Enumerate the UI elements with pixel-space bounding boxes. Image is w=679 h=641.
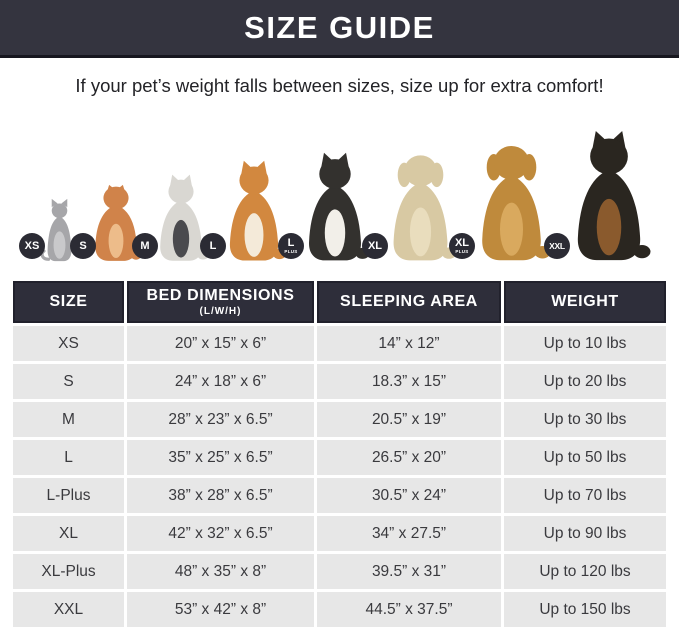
size-badge-l-plus: [278, 233, 304, 259]
table-row-l-plus: [13, 478, 666, 513]
table-cell: 28” x 23” x 6.5”: [127, 402, 314, 437]
table-cell: 26.5” x 20”: [317, 440, 501, 475]
table-cell: Up to 30 lbs: [504, 402, 666, 437]
pet-figure-xxl: [549, 130, 657, 262]
table-row-xl-plus: [13, 554, 666, 589]
table-cell: 14” x 12”: [317, 326, 501, 361]
header-cell-size: [13, 281, 124, 323]
header-sub-label: (L/W/H): [199, 306, 242, 317]
header-label: SLEEPING AREA: [340, 293, 478, 310]
cell-size: L: [13, 440, 124, 475]
table-row-m: [13, 402, 666, 437]
size-badge-label: XL: [367, 239, 383, 252]
table-cell: Up to 50 lbs: [504, 440, 666, 475]
table-cell: 38” x 28” x 6.5”: [127, 478, 314, 513]
size-badge-label: S: [79, 239, 87, 252]
table-cell: 34” x 27.5”: [317, 516, 501, 551]
table-row-s: [13, 364, 666, 399]
size-badge-xl: [362, 233, 388, 259]
size-badge-label: L: [287, 236, 295, 249]
size-badge-sub: PLUS: [284, 248, 298, 254]
title-banner: [0, 0, 679, 58]
cell-size: M: [13, 402, 124, 437]
table-cell: 48” x 35” x 8”: [127, 554, 314, 589]
cell-size: S: [13, 364, 124, 399]
header-label: SIZE: [49, 293, 88, 310]
table-cell: Up to 70 lbs: [504, 478, 666, 513]
cell-size: XL: [13, 516, 124, 551]
size-badge-label: L: [209, 239, 217, 252]
table-cell: 35” x 25” x 6.5”: [127, 440, 314, 475]
table-cell: Up to 120 lbs: [504, 554, 666, 589]
size-badge-s: [70, 233, 96, 259]
cell-size: XXL: [13, 592, 124, 627]
table-row-xl: [13, 516, 666, 551]
animal-row: [0, 102, 679, 266]
size-up-note: If your pet’s weight falls between sizes, size up for extra comfort!: [75, 75, 604, 96]
table-cell: 42” x 32” x 6.5”: [127, 516, 314, 551]
table-cell: 20.5” x 19”: [317, 402, 501, 437]
table-cell: 20” x 15” x 6”: [127, 326, 314, 361]
table-cell: Up to 150 lbs: [504, 592, 666, 627]
table-header-row: [13, 281, 666, 323]
size-badge-label: XS: [24, 239, 40, 252]
size-badge-m: [132, 233, 158, 259]
table-body: [13, 326, 666, 627]
size-badge-label: XXL: [549, 240, 565, 251]
header-label: WEIGHT: [551, 293, 619, 310]
size-badge-xs: [19, 233, 45, 259]
header-cell-weight: [504, 281, 666, 323]
cell-size: XS: [13, 326, 124, 361]
table-cell: 24” x 18” x 6”: [127, 364, 314, 399]
table-cell: 39.5” x 31”: [317, 554, 501, 589]
size-badge-l: [200, 233, 226, 259]
size-table: [10, 278, 669, 630]
table-cell: Up to 20 lbs: [504, 364, 666, 399]
doberman-icon: [561, 130, 657, 262]
table-row-l: [13, 440, 666, 475]
size-badge-xl-plus: [449, 233, 475, 259]
size-badge-label: XL: [454, 236, 470, 249]
table-row-xs: [13, 326, 666, 361]
cell-size: XL-Plus: [13, 554, 124, 589]
size-badge-label: M: [140, 239, 150, 252]
table-cell: Up to 10 lbs: [504, 326, 666, 361]
table-cell: 53” x 42” x 8”: [127, 592, 314, 627]
header-label: BED DIMENSIONS: [146, 287, 295, 304]
table-row-xxl: [13, 592, 666, 627]
page-title: SIZE GUIDE: [244, 9, 435, 45]
size-badge-xxl: [544, 233, 570, 259]
table-cell: 18.3” x 15”: [317, 364, 501, 399]
table-cell: 30.5” x 24”: [317, 478, 501, 513]
table-cell: 44.5” x 37.5”: [317, 592, 501, 627]
header-cell-bed-dimensions: [127, 281, 314, 323]
cell-size: L-Plus: [13, 478, 124, 513]
header-cell-sleeping-area: [317, 281, 501, 323]
table-cell: Up to 90 lbs: [504, 516, 666, 551]
size-badge-sub: PLUS: [455, 248, 469, 254]
